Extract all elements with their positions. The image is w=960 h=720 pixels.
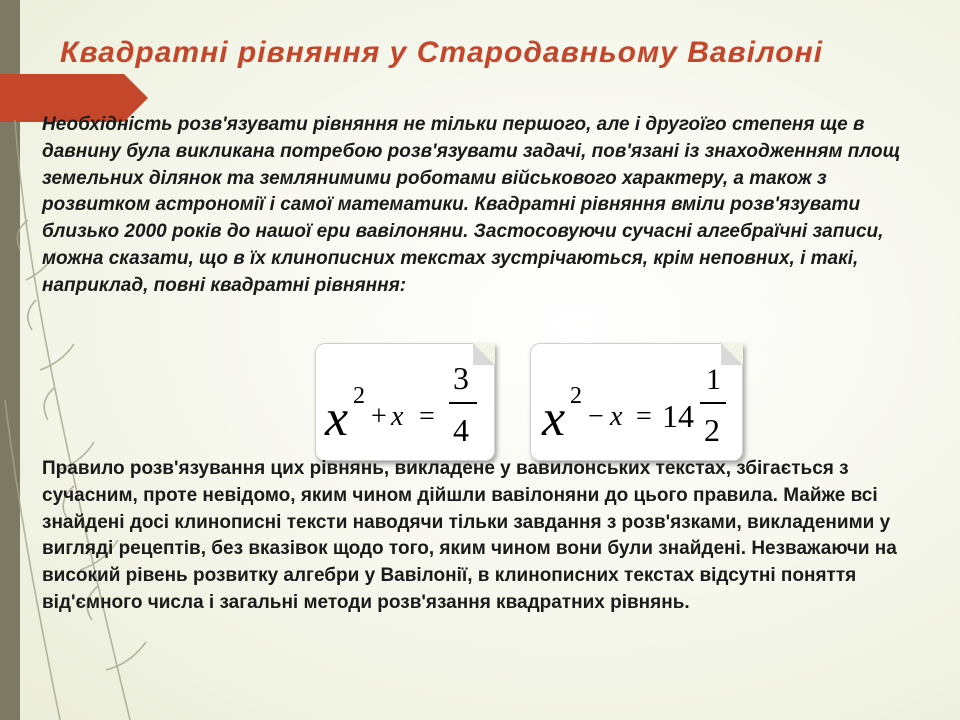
eq2-whole: 14 [662,398,694,434]
equation-1-formula [315,343,495,461]
equation-card-1 [315,343,495,461]
eq2-exponent: 2 [570,383,582,409]
eq1-denominator: 4 [453,412,469,448]
eq1-numerator: 3 [453,360,469,396]
eq1-variable: x [325,390,349,447]
eq2-equals: = [636,401,652,432]
eq2-variable: x [542,390,566,447]
eq1-exponent: 2 [353,383,365,409]
eq2-denominator: 2 [704,412,720,448]
eq1-operator: + [371,401,387,432]
eq2-numerator: 1 [706,363,721,396]
equation-2-formula [530,343,743,461]
eq1-x: x [391,401,404,432]
eq2-x: x [610,401,623,432]
eq2-operator: − [588,401,604,432]
eq1-equals: = [419,401,435,432]
rule-paragraph: Правило розв'язування цих рівнянь, викладене у вавилонських текстах, збігається з сучасним, проте невідомо, яким чином дійшли вавілоняни до цього правила. Майже всі знайдені досі клинописні тексти наводячи тільки завдання з розв'язками, викладеними у вигляді рецептів, без вказівок щодо того, яким чином вони були знайдені. Незважаючи на високий рівень розвитку алгебри у Вавілонії, в клинописних текстах відсутні поняття від'ємного числа і загальні методи розв'язання квадратних рівнянь. [42,458,897,613]
intro-paragraph: Необхідність розв'язувати рівняння не тільки першого, але і другоїго степеня ще в давнину була викликана потребою розв'язувати задачі, пов'язані із знаходженням площ земельних ділянок та землянимими роботами військового характеру, а також з розвитком астрономії і самої математики. Квадратні рівняння вміли розв'язувати близько 2000 років до нашої ери вавілоняни. Застосовуючи сучасні алгебраїчні записи, можна сказати, що в їх клинописних текстах зустрічаються, крім неповних, і такі, наприклад, повні квадратні рівняння: [42,114,901,296]
slide-title: Квадратні рівняння у Стародавньому Вавілоні [60,36,824,69]
equation-card-2 [530,343,743,461]
